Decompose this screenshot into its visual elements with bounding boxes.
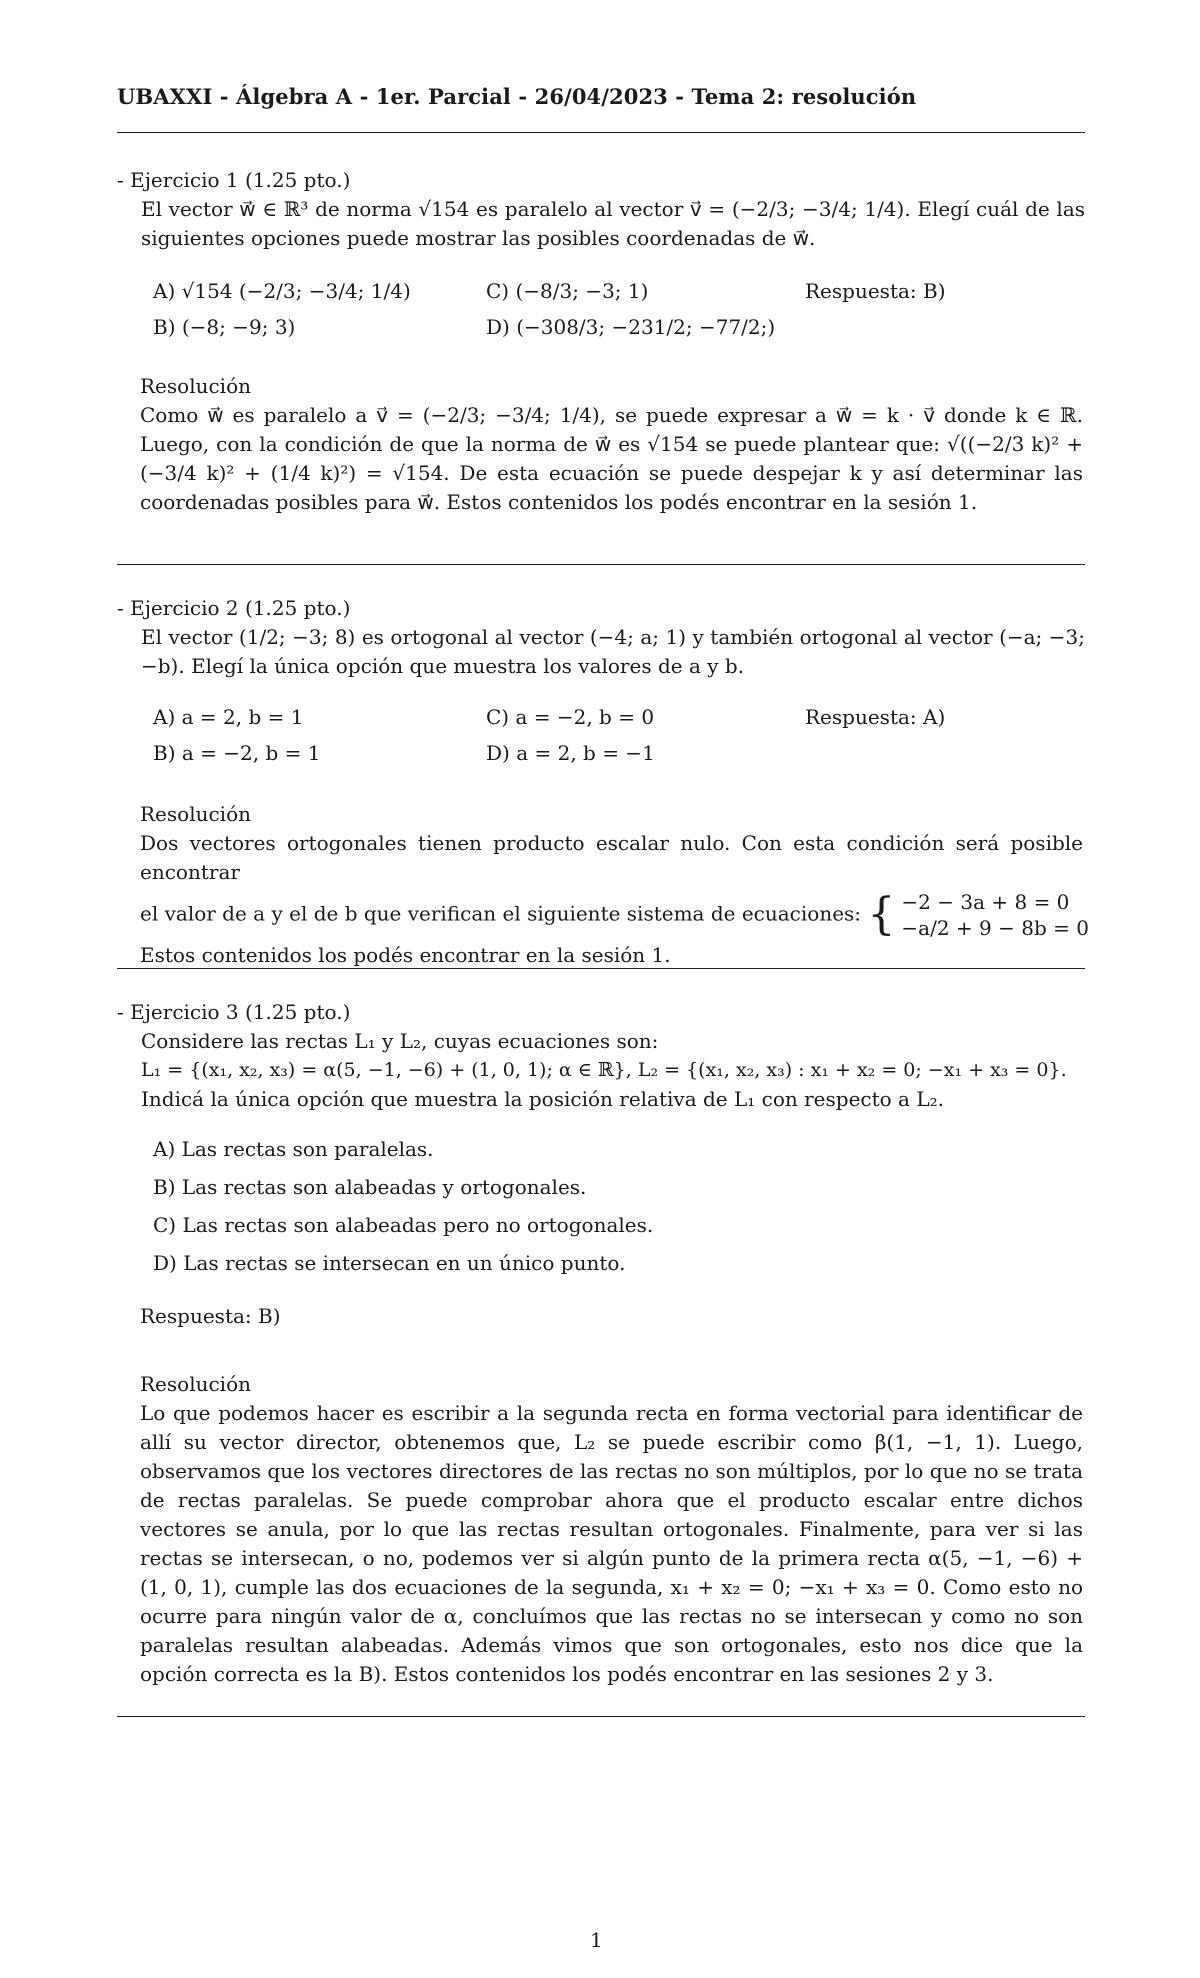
exercise-3-statement-1: Considere las rectas L₁ y L₂, cuyas ecuaciones son: <box>141 1029 659 1053</box>
resolution-text: Como w⃗ es paralelo a v⃗ = (−2/3; −3/4; 1/4), se puede expresar a w⃗ = k · v⃗ donde k ∈ ℝ. Luego, con la condición de que la norma de w⃗ es √154 se puede plantear que: √((−2/3 k)² + (−3/4 k)² + (1/4 k)²) = √154. De esta ecuación se puede despejar k y así determinar las coordenadas posibles para w⃗. Estos contenidos los podés encontrar en la sesión 1. <box>140 403 1083 514</box>
resolution-text-1: Dos vectores ortogonales tienen producto escalar nulo. Con esta condición será posible encontrar <box>140 831 1083 884</box>
exercise-3-options <box>153 1130 653 1282</box>
option-d: D) a = 2, b = −1 <box>486 741 655 765</box>
exercise-3-heading: - Ejercicio 3 (1.25 pto.) <box>117 1000 351 1024</box>
equation-1: −2 − 3a + 8 = 0 <box>901 890 1070 914</box>
section-divider <box>117 564 1085 565</box>
exercise-1-statement: El vector w⃗ ∈ ℝ³ de norma √154 es paralelo al vector v⃗ = (−2/3; −3/4; 1/4). Elegí cuál de las siguientes opciones puede mostrar las posibles coordenadas de w⃗. <box>141 197 1085 250</box>
section-divider <box>117 968 1085 969</box>
exercise-3-statement-3: Indicá la única opción que muestra la posición relativa de L₁ con respecto a L₂. <box>141 1087 944 1111</box>
resolution-text-2-sentence: el valor de a y el de b que verifican el siguiente sistema de ecuaciones: <box>140 901 862 926</box>
resolution-title: Resolución <box>140 1372 251 1396</box>
equation-system <box>901 889 1089 941</box>
answer: Respuesta: B) <box>140 1304 281 1328</box>
resolution-text-3: Estos contenidos los podés encontrar en la sesión 1. <box>140 943 671 967</box>
exercise-2-heading: - Ejercicio 2 (1.25 pto.) <box>117 596 351 620</box>
option-c: C) Las rectas son alabeadas pero no ortogonales. <box>153 1213 654 1237</box>
option-b: B) (−8; −9; 3) <box>153 315 296 339</box>
exercise-3-resolution <box>140 1370 1083 1689</box>
exercise-1-options <box>153 274 1053 354</box>
answer: Respuesta: A) <box>805 705 946 729</box>
option-a: A) a = 2, b = 1 <box>153 705 304 729</box>
page-title: UBAXXI - Álgebra A - 1er. Parcial - 26/04/2023 - Tema 2: resolución <box>117 84 917 109</box>
page-number: 1 <box>590 1928 603 1952</box>
exercise-3-answer-block <box>140 1302 1083 1331</box>
option-c: C) a = −2, b = 0 <box>486 705 655 729</box>
resolution-text-2 <box>140 889 1089 941</box>
section-divider <box>117 1716 1085 1717</box>
equation-2: −a/2 + 9 − 8b = 0 <box>901 916 1089 940</box>
option-d: D) Las rectas se intersecan en un único punto. <box>153 1251 626 1275</box>
exercise-3 <box>117 998 1085 1114</box>
exercise-1-resolution <box>140 372 1083 517</box>
exercise-2 <box>117 594 1085 681</box>
brace-symbol: { <box>867 889 896 940</box>
option-a: A) √154 (−2/3; −3/4; 1/4) <box>153 279 411 303</box>
resolution-title: Resolución <box>140 374 251 398</box>
exercise-2-options <box>153 700 1053 780</box>
exercise-1-heading: - Ejercicio 1 (1.25 pto.) <box>117 168 351 192</box>
option-b: B) Las rectas son alabeadas y ortogonales. <box>153 1175 587 1199</box>
exercise-2-resolution <box>140 800 1089 970</box>
resolution-title: Resolución <box>140 802 251 826</box>
option-c: C) (−8/3; −3; 1) <box>486 279 649 303</box>
header-divider <box>117 132 1085 133</box>
option-d: D) (−308/3; −231/2; −77/2;) <box>486 315 776 339</box>
exercise-2-statement: El vector (1/2; −3; 8) es ortogonal al vector (−4; a; 1) y también ortogonal al vector (−a; −3; −b). Elegí la única opción que muestra los valores de a y b. <box>141 625 1085 678</box>
resolution-text: Lo que podemos hacer es escribir a la segunda recta en forma vectorial para identificar de allí su vector director, obtenemos que, L₂ se puede escribir como β(1, −1, 1). Luego, observamos que los vectores directores de las rectas no son múltiplos, por lo que no se trata de rectas paralelas. Se puede comprobar ahora que el producto escalar entre dichos vectores se anula, por lo que las rectas resultan ortogonales. Finalmente, para ver si las rectas se intersecan, o no, podemos ver si algún punto de la primera recta α(5, −1, −6) + (1, 0, 1), cumple las dos ecuaciones de la segunda, x₁ + x₂ = 0; −x₁ + x₃ = 0. Como esto no ocurre para ningún valor de α, concluímos que las rectas no se intersecan y como no son paralelas resultan alabeadas. Además vimos que son ortogonales, esto nos dice que la opción correcta es la B). Estos contenidos los podés encontrar en las sesiones 2 y 3. <box>140 1401 1083 1686</box>
option-b: B) a = −2, b = 1 <box>153 741 321 765</box>
answer: Respuesta: B) <box>805 279 946 303</box>
exercise-3-statement-2: L₁ = {(x₁, x₂, x₃) = α(5, −1, −6) + (1, 0, 1); α ∈ ℝ}, L₂ = {(x₁, x₂, x₃) : x₁ + x₂ = 0; −x₁ + x₃ = 0}. <box>141 1059 1067 1081</box>
option-a: A) Las rectas son paralelas. <box>153 1137 434 1161</box>
exercise-1 <box>117 166 1085 253</box>
